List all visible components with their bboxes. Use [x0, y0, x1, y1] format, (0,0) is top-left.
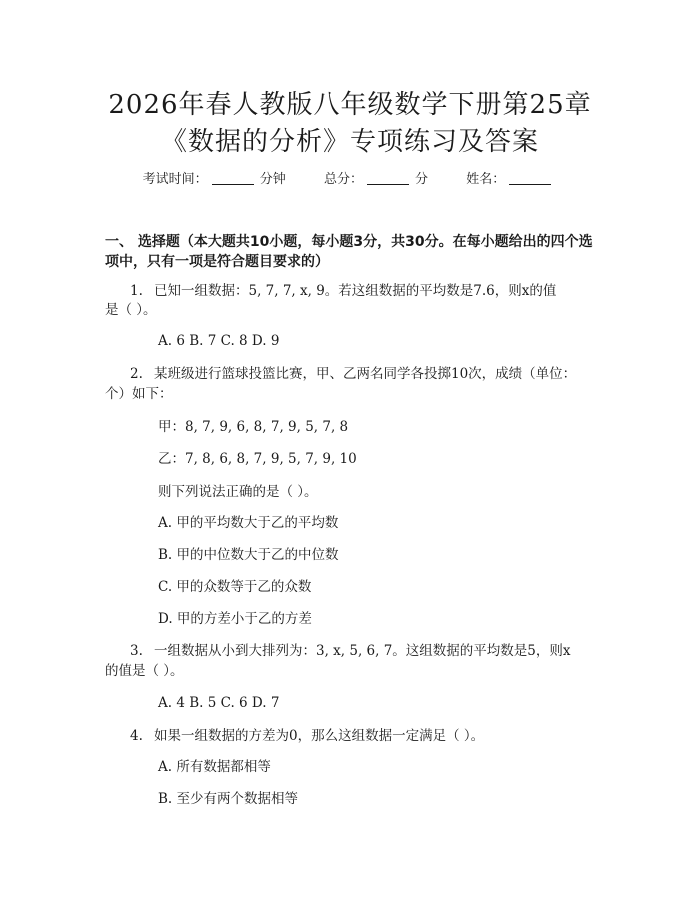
question-4-option-b: B. 至少有两个数据相等: [158, 791, 299, 807]
question-4-stem: [130, 727, 484, 745]
question-2-stem-line2: 个）如下：: [105, 386, 173, 402]
question-3-options: A. 4 B. 5 C. 6 D. 7: [158, 695, 280, 711]
document-title-line1: 2026年春人教版八年级数学下册第25章: [108, 90, 592, 120]
question-2-option-c: C. 甲的众数等于乙的众数: [158, 579, 312, 595]
section-heading-line2: 项中，只有一项是符合题目要求的）: [105, 254, 329, 270]
question-1-options: A. 6 B. 7 C. 8 D. 9: [158, 333, 280, 349]
score-label: 总分：: [323, 172, 363, 187]
question-3-stem-line2: 的值是（ ）。: [105, 663, 184, 679]
question-2-data-a: 甲：8, 7, 9, 6, 8, 7, 9, 5, 7, 8: [158, 419, 349, 435]
section-heading-line1: 一、 选择题（本大题共10小题，每小题3分，共30分。在每小题给出的四个选: [105, 234, 593, 250]
question-4-number: 4.: [130, 728, 143, 744]
time-label: 考试时间：: [142, 172, 208, 187]
question-3-number: 3.: [130, 643, 143, 659]
question-3-stem-line1: 一组数据从小到大排列为：3, x, 5, 6, 7。这组数据的平均数是5，则x: [154, 643, 571, 659]
question-1-stem-line2: 是（ ）。: [105, 302, 157, 318]
question-1-number: 1.: [130, 283, 143, 299]
question-1-stem-line1: 已知一组数据：5, 7, 7, x, 9。若这组数据的平均数是7.6，则x的值: [154, 283, 557, 299]
question-1-stem: [130, 282, 556, 300]
name-label: 姓名：: [466, 172, 506, 187]
question-2-data-b: 乙：7, 8, 6, 8, 7, 9, 5, 7, 9, 10: [158, 451, 357, 467]
score-unit: 分: [415, 172, 429, 187]
question-2-stem-line1: 某班级进行篮球投篮比赛，甲、乙两名同学各投掷10次，成绩（单位：: [154, 366, 577, 382]
exam-info-row: [0, 168, 700, 187]
time-blank: [212, 171, 254, 185]
question-2-number: 2.: [130, 366, 143, 382]
question-2-stem: [130, 365, 576, 383]
question-2-option-a: A. 甲的平均数大于乙的平均数: [158, 515, 339, 531]
document-title-line2: 《数据的分析》专项练习及答案: [160, 127, 539, 157]
question-2-option-d: D. 甲的方差小于乙的方差: [158, 611, 312, 627]
question-2-prompt: 则下列说法正确的是（ ）。: [158, 484, 318, 500]
name-blank: [509, 171, 551, 185]
question-3-stem: [130, 642, 571, 660]
score-blank: [367, 171, 409, 185]
section-heading: [105, 232, 605, 272]
question-4-stem-line1: 如果一组数据的方差为0，那么这组数据一定满足（ ）。: [154, 728, 485, 744]
question-2-option-b: B. 甲的中位数大于乙的中位数: [158, 547, 339, 563]
question-4-option-a: A. 所有数据都相等: [158, 759, 271, 775]
time-unit: 分钟: [259, 172, 286, 187]
